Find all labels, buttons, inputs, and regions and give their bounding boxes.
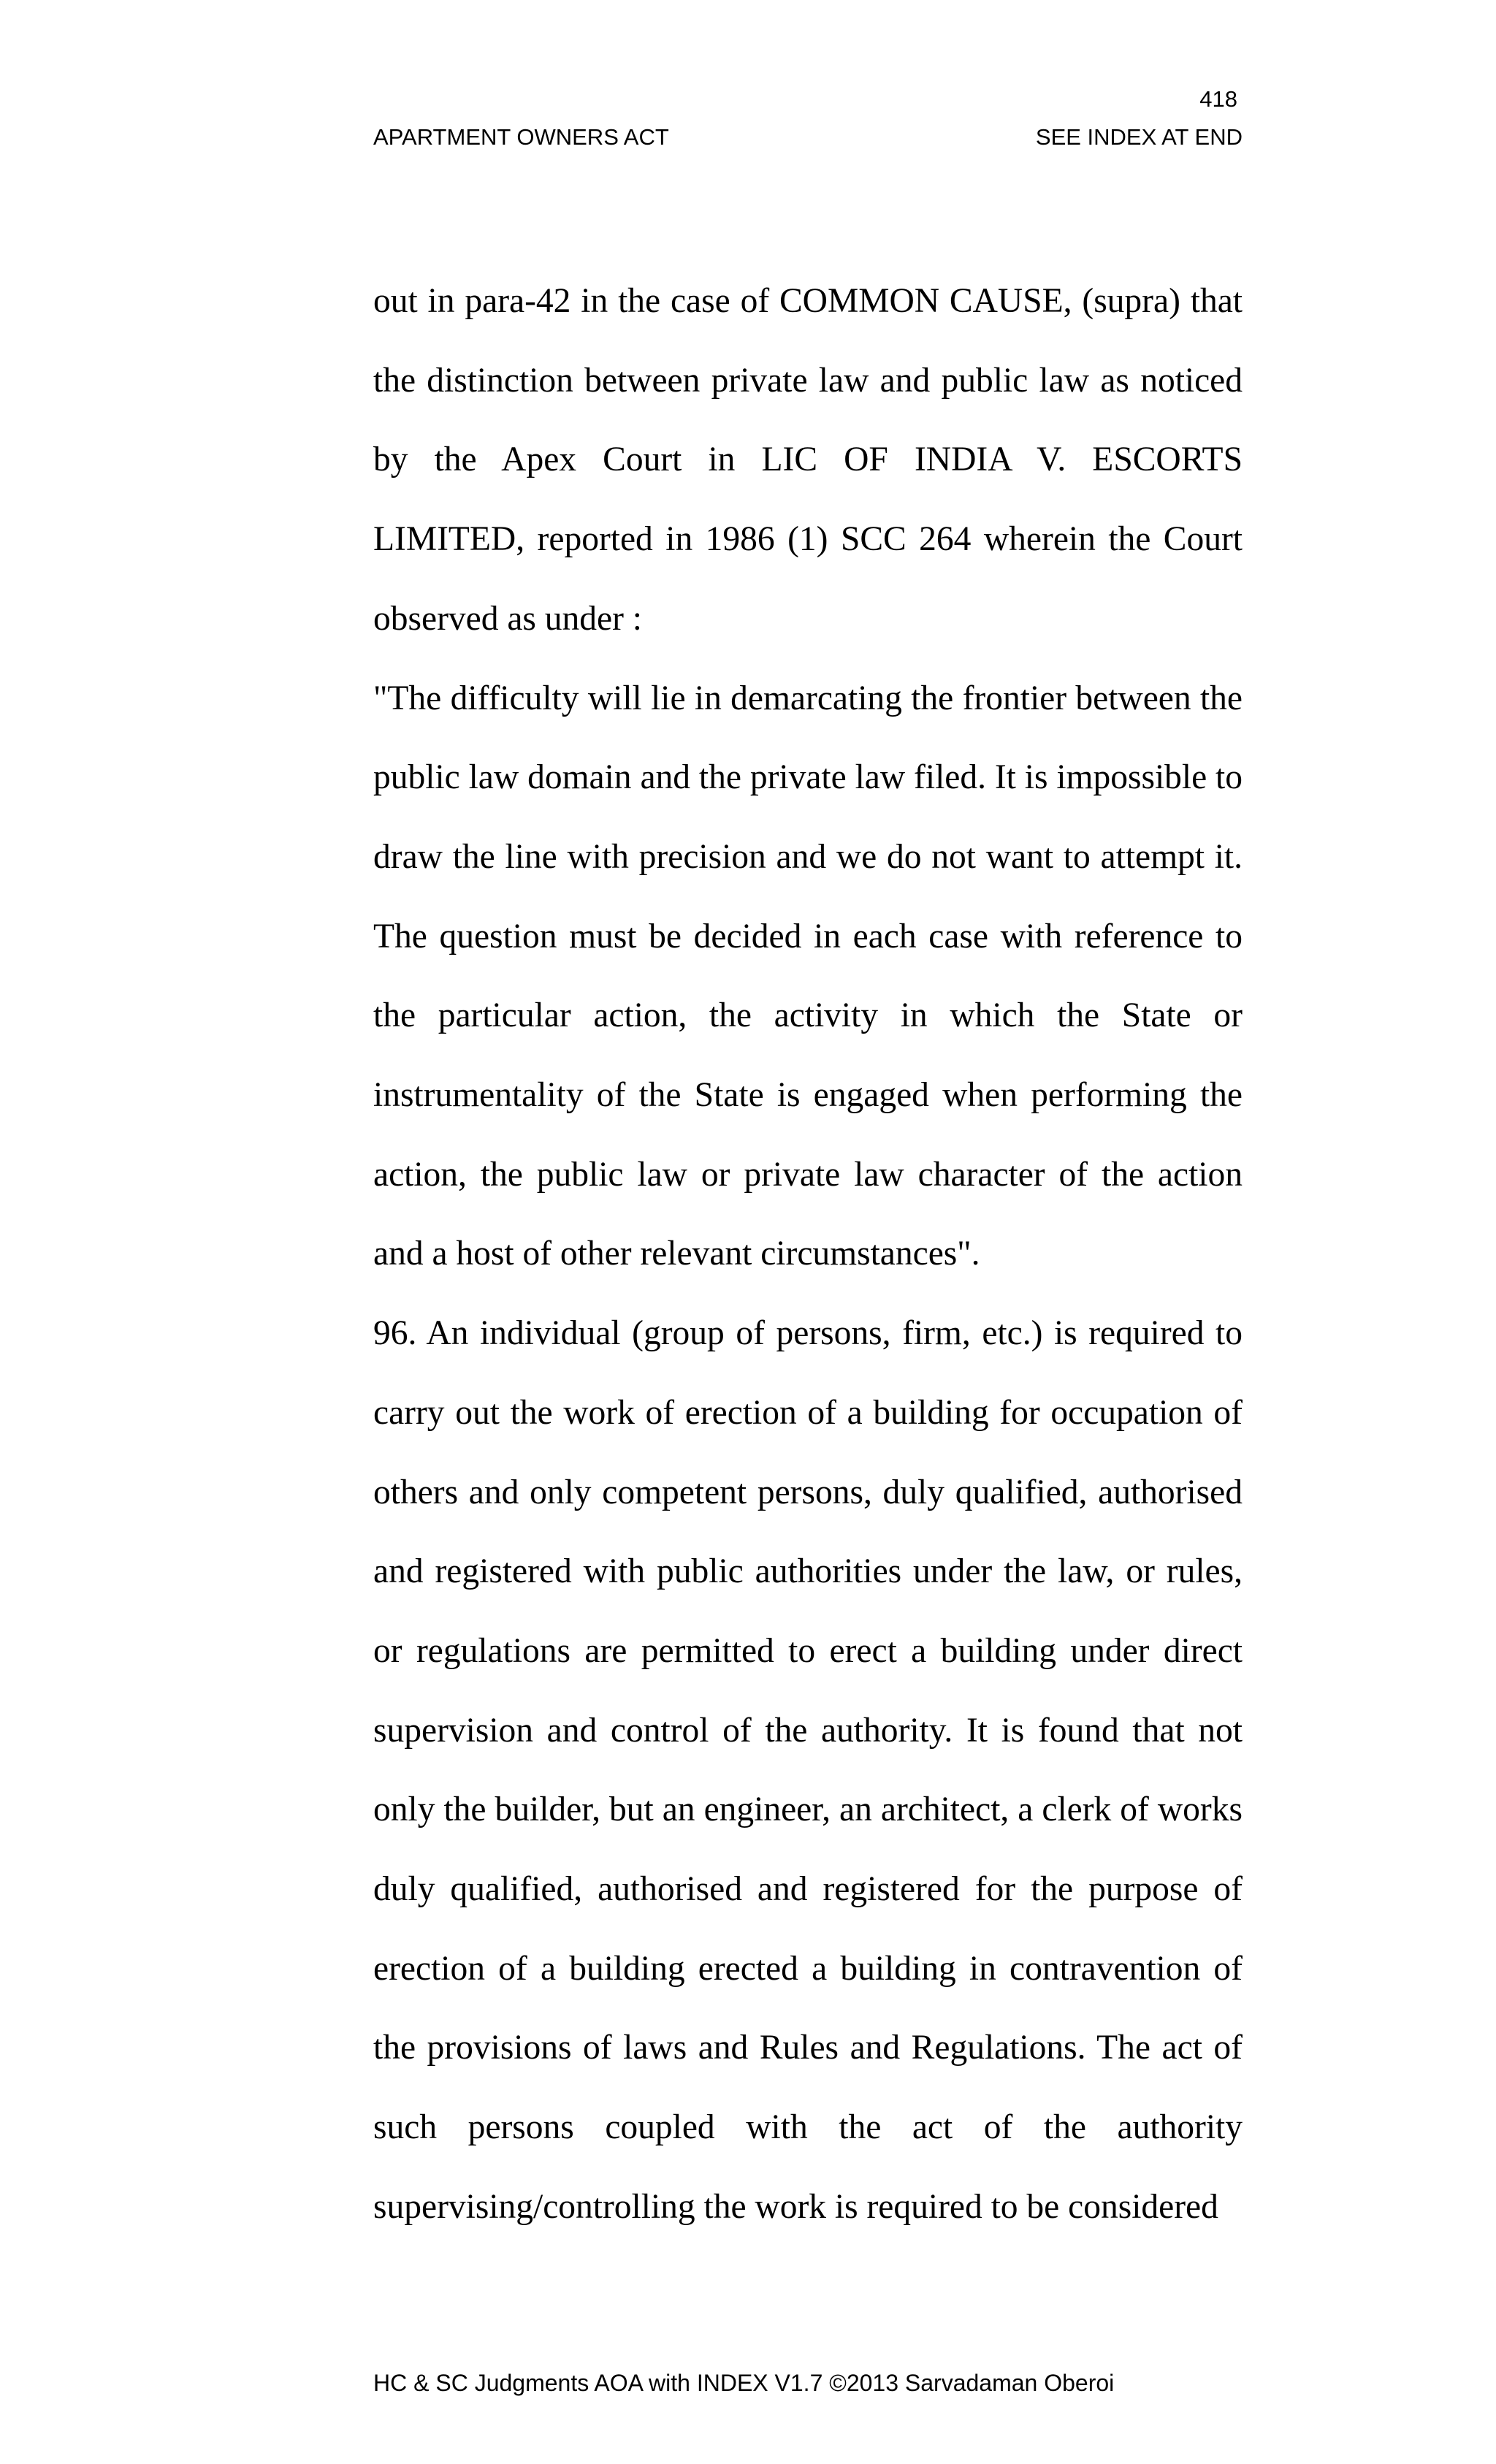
body-text — [373, 262, 1243, 2247]
header-right: SEE INDEX AT END — [1035, 124, 1243, 150]
quoted-passage: "The difficulty will lie in demarcating the frontier between the public law domain and the private law filed. It is impossible to draw the line with precision and we do not want to attempt it. The question must be decided in each case with reference to the particular action, the activity in which the State or instrumentality of the State is engaged when performing the action, the public law or private law character of the action and a host of other relevant circumstances". — [373, 679, 1243, 1273]
header-left: APARTMENT OWNERS ACT — [373, 124, 669, 150]
running-header — [373, 126, 1243, 148]
paragraph-96: 96. An individual (group of persons, firm, etc.) is required to carry out the work of erection of a building for occupation of others and only competent persons, duly qualified, authorised and registered with public authorities under the law, or rules, or regulations are permitted to erect a building under direct supervision and control of the authority. It is found that not only the builder, but an engineer, an architect, a clerk of works duly qualified, authorised and registered for the purpose of erection of a building erected a building in contravention of the provisions of laws and Rules and Regulations. The act of such persons coupled with the act of the authority supervising/controlling the work is required to be considered — [373, 1314, 1243, 2226]
paragraph-intro: out in para-42 in the case of COMMON CAUSE, (supra) that the distinction between private law and public law as noticed by the Apex Court in LIC OF INDIA V. ESCORTS LIMITED, reported in 1986 (1) SCC 264 wherein the Court observed as under : — [373, 282, 1243, 638]
page-footer: HC & SC Judgments AOA with INDEX V1.7 ©2013 Sarvadaman Oberoi — [373, 2370, 1115, 2396]
page-number: 418 — [1199, 86, 1237, 112]
